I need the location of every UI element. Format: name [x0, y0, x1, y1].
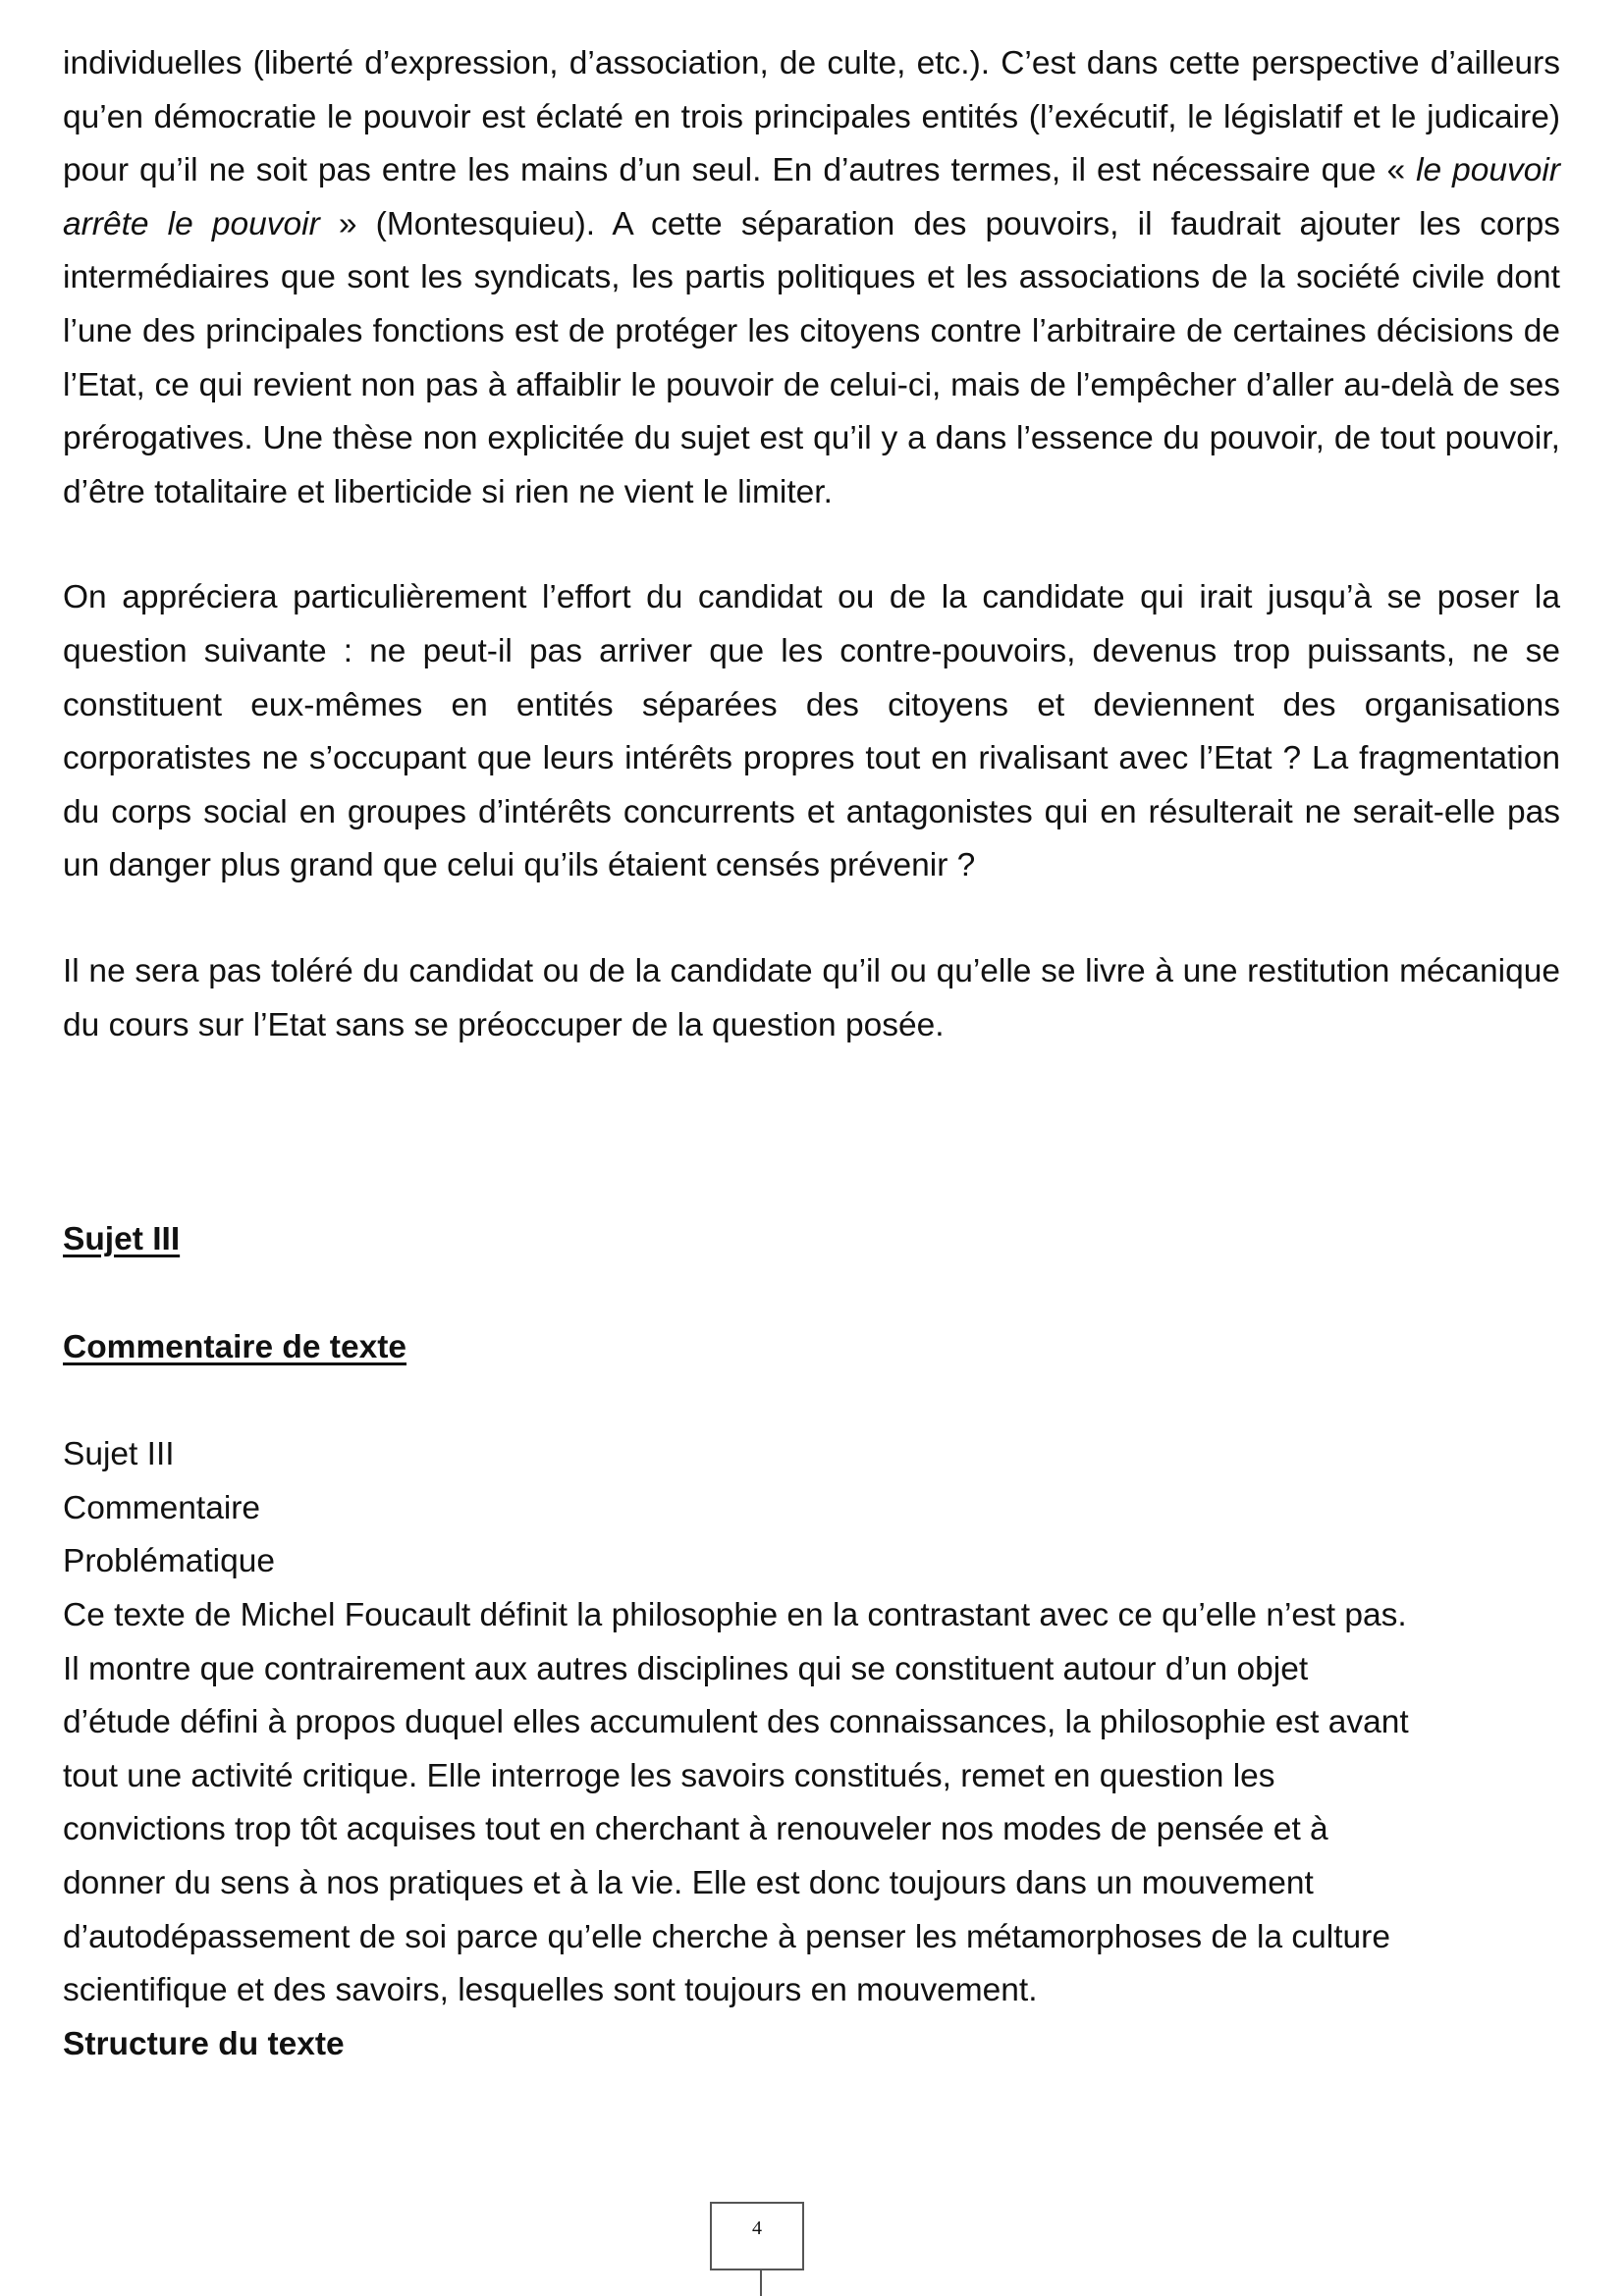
montesquieu-quote: le pouvoir arrête le pouvoir — [63, 152, 1560, 242]
outline-commentaire-line: Commentaire — [63, 1489, 261, 1526]
outline-problematique-line: Problématique — [63, 1543, 276, 1580]
page-number-connector — [760, 2270, 762, 2296]
outline-body-line: d’étude défini à propos duquel elles accumulent des connaissances, la philosophie est avant — [63, 1704, 1409, 1741]
paragraph-contre-pouvoirs: On appréciera particulièrement l’effort du candidat ou de la candidate qui irait jusqu’à se poser la question suivante : ne peut-il pas arriver que les contre-pouvoirs, devenus trop puissants, ne se constituent eux-mêmes en entités séparées des citoyens et deviennent des organisations corporatistes ne s’occupant que leurs intérêts propres tout en rivalisant avec l’Etat ? La fragmentation du corps social en groupes d’intérêts concurrents et antagonistes qui en résulterait ne serait-elle pas un danger plus grand que celui qu’ils étaient censés prévenir ? — [63, 579, 1560, 884]
outline-body-line: scientifique et des savoirs, lesquelles sont toujours en mouvement. — [63, 1972, 1038, 2009]
commentaire-heading: Commentaire de texte — [63, 1328, 406, 1365]
document-page — [63, 37, 1560, 2071]
structure-heading: Structure du texte — [63, 2025, 345, 2062]
paragraph-separation-des-pouvoirs — [63, 37, 1560, 519]
outline-sujet-line: Sujet III — [63, 1436, 175, 1473]
outline-body-line: donner du sens à nos pratiques et à la vie. Elle est donc toujours dans un mouvement — [63, 1865, 1314, 1902]
paragraph-1-text-a: individuelles (liberté d’expression, d’association, de culte, etc.). C’est dans cette perspective d’ailleurs qu’en démocratie le pouvoir est éclaté en trois principales entités (l’exécutif, le législatif et le judicaire) pour qu’il ne soit pas entre les mains d’un seul. En d’autres termes, il est nécessaire que « — [63, 45, 1560, 189]
outline-body-line: Ce texte de Michel Foucault définit la philosophie en la contrastant avec ce qu’elle n’est pas. — [63, 1597, 1407, 1634]
page-number: 4 — [710, 2202, 804, 2270]
paragraph-1-text-b: » (Montesquieu). A cette séparation des pouvoirs, il faudrait ajouter les corps intermédiaires que sont les syndicats, les partis politiques et les associations de la société civile dont l’une des principales fonctions est de protéger les citoyens contre l’arbitraire de certaines décisions de l’Etat, ce qui revient non pas à affaiblir le pouvoir de celui-ci, mais de l’empêcher d’aller au-delà de ses prérogatives. Une thèse non explicitée du sujet est qu’il y a dans l’essence du pouvoir, de tout pouvoir, d’être totalitaire et liberticide si rien ne vient le limiter. — [63, 205, 1560, 510]
outline-body-line: tout une activité critique. Elle interroge les savoirs constitués, remet en question les — [63, 1757, 1275, 1794]
outline-body-line: Il montre que contrairement aux autres disciplines qui se constituent autour d’un objet — [63, 1650, 1309, 1687]
commentary-outline — [63, 1428, 1560, 2071]
paragraph-restitution: Il ne sera pas toléré du candidat ou de la candidate qu’il ou qu’elle se livre à une restitution mécanique du cours sur l’Etat sans se préoccuper de la question posée. — [63, 952, 1560, 1043]
sujet-heading: Sujet III — [63, 1221, 181, 1258]
outline-body-line: convictions trop tôt acquises tout en cherchant à renouveler nos modes de pensée et à — [63, 1811, 1328, 1848]
outline-body-line: d’autodépassement de soi parce qu’elle cherche à penser les métamorphoses de la culture — [63, 1918, 1390, 1955]
